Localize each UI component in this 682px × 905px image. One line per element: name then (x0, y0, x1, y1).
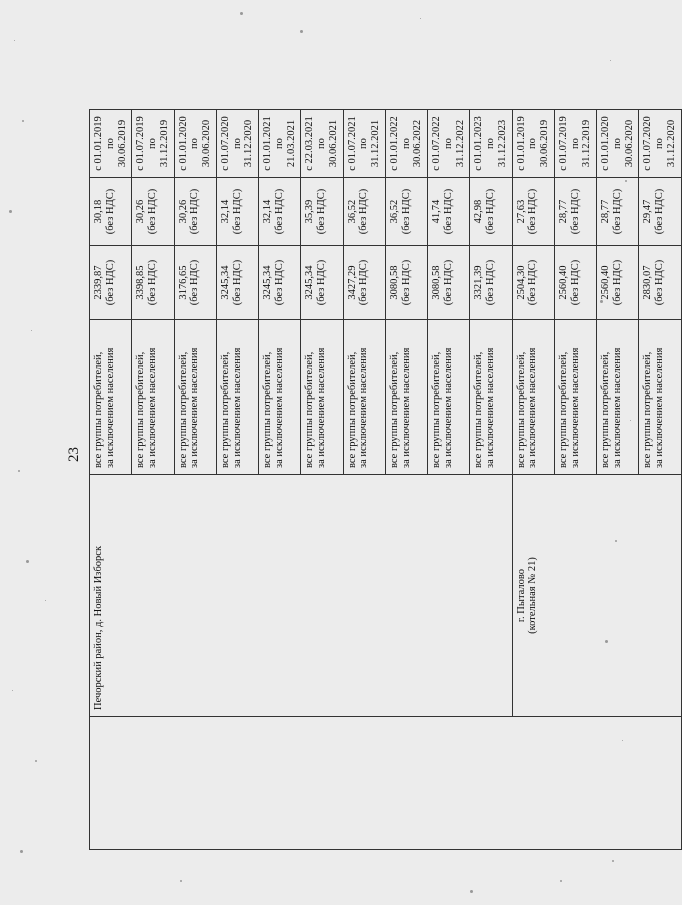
tariff-table-body (90, 110, 682, 850)
scan-speck (470, 890, 473, 893)
consumer-group-cell (174, 320, 216, 475)
cost-value: 28,77 (600, 199, 611, 224)
scan-speck (630, 420, 631, 421)
period-to: по 31.12.2020 (231, 119, 255, 168)
period-cell (132, 110, 174, 178)
consumer-group-line1: все группы потребителей, (557, 351, 569, 468)
period-cell (512, 110, 554, 178)
period-from: с 01.07.2020 (642, 116, 654, 171)
period-cell (428, 110, 470, 178)
consumer-group-cell (216, 320, 258, 475)
tariff-cell (259, 246, 301, 320)
scan-speck (14, 40, 15, 41)
cost-cell (385, 178, 427, 246)
cost-value: 30,18 (93, 199, 104, 224)
cost-cell (301, 178, 343, 246)
consumer-group-line2: за исключением населения (400, 347, 412, 468)
tariff-note: (без НДС) (611, 259, 623, 306)
scan-speck (622, 740, 623, 741)
period-from: с 01.07.2022 (431, 116, 442, 171)
tariff-value: 3176,65 (177, 265, 189, 300)
page-number (62, 442, 86, 466)
tariff-cell (554, 246, 596, 320)
consumer-group-line2: за исключением населения (442, 347, 454, 468)
period-cell (301, 110, 343, 178)
tariff-cell (512, 246, 554, 320)
consumer-group-line2: за исключением населения (189, 347, 201, 468)
cost-note: (без НДС) (654, 188, 665, 235)
period-from: с 01.01.2022 (388, 116, 400, 171)
tariff-cell (90, 246, 132, 320)
scan-speck (625, 180, 627, 182)
table-row (90, 110, 132, 850)
page-number-text: 23 (65, 446, 82, 462)
tariff-value: 3398,85 (135, 265, 147, 300)
consumer-group-line1: все группы потребителей, (473, 351, 485, 468)
cost-value: 42,98 (473, 199, 485, 224)
tariff-cell (174, 246, 216, 320)
period-cell (90, 110, 132, 178)
cost-note: (без НДС) (147, 188, 158, 235)
cost-note: (без НДС) (611, 188, 623, 235)
consumer-group-line2: за исключением населения (358, 347, 370, 468)
consumer-group-cell (301, 320, 343, 475)
consumer-group-cell (385, 320, 427, 475)
period-cell (174, 110, 216, 178)
consumer-group-cell (597, 320, 639, 475)
consumer-group-line1: все группы потребителей, (135, 351, 147, 468)
cost-note: (без НДС) (485, 188, 496, 235)
tariff-value: 3245,34 (219, 265, 231, 300)
period-from: с 01.01.2021 (262, 116, 273, 171)
cost-note: (без НДС) (400, 188, 412, 235)
period-from: с 01.01.2020 (177, 116, 189, 171)
consumer-group-cell (428, 320, 470, 475)
period-from: с 01.07.2019 (135, 116, 147, 171)
consumer-group-cell (512, 320, 554, 475)
consumer-group-line2: за исключением населения (273, 347, 285, 468)
cost-note: (без НДС) (316, 188, 327, 235)
consumer-group-line1: все группы потребителей, (431, 351, 442, 468)
period-to: по 30.06.2019 (104, 119, 128, 168)
city-note: (котельная № 21) (527, 557, 539, 634)
tariff-note: (без НДС) (104, 259, 116, 306)
tariff-note: (без НДС) (316, 259, 327, 306)
period-from: с 01.01.2019 (93, 116, 104, 171)
scan-speck (20, 850, 23, 853)
period-from: с 01.07.2021 (346, 116, 358, 171)
scan-speck (35, 760, 37, 762)
cost-cell (428, 178, 470, 246)
cost-cell (470, 178, 512, 246)
cost-note: (без НДС) (527, 188, 539, 235)
tariff-value: 3245,34 (304, 265, 316, 300)
period-cell (343, 110, 385, 178)
tariff-cell (428, 246, 470, 320)
scan-speck (45, 600, 46, 601)
consumer-group-cell (554, 320, 596, 475)
period-cell (259, 110, 301, 178)
period-cell (216, 110, 258, 178)
tariff-cell (470, 246, 512, 320)
period-cell (639, 110, 681, 178)
tariff-note: (без НДС) (527, 259, 539, 306)
tariff-value: 2560,40 (557, 265, 569, 300)
consumer-group-line1: все группы потребителей, (177, 351, 189, 468)
city-cell (512, 475, 681, 717)
cost-note: (без НДС) (569, 188, 581, 235)
period-to: по 31.12.2022 (442, 119, 466, 168)
consumer-group-line2: за исключением населения (569, 347, 581, 468)
consumer-group-line2: за исключением населения (104, 347, 116, 468)
period-to: по 31.12.2019 (569, 119, 593, 168)
consumer-group-line1: все группы потребителей, (642, 351, 654, 468)
cost-value: 35,39 (304, 199, 316, 224)
tariff-value: 3245,34 (262, 265, 273, 300)
tariff-value: 2830,07 (642, 265, 654, 300)
tariff-cell (132, 246, 174, 320)
scan-speck (605, 640, 608, 643)
consumer-group-cell (470, 320, 512, 475)
period-to: по 30.06.2021 (316, 119, 339, 168)
cost-value: 27,63 (515, 199, 527, 224)
cost-note: (без НДС) (358, 188, 370, 235)
city-name: г. Пыталово (515, 568, 527, 623)
cost-value: 41,74 (431, 199, 442, 224)
period-from: с 01.07.2020 (219, 116, 231, 171)
cost-value: 32,14 (262, 199, 273, 224)
consumer-group-line2: за исключением населения (527, 347, 539, 468)
tariff-cell (343, 246, 385, 320)
cost-value: 36,52 (346, 199, 358, 224)
cost-value: 29,47 (642, 199, 654, 224)
tariff-note: (без НДС) (442, 259, 454, 306)
tariff-note: (без НДС) (485, 259, 496, 306)
tariff-note: (без НДС) (273, 259, 285, 306)
scan-speck (612, 860, 614, 862)
consumer-group-line2: за исключением населения (654, 347, 665, 468)
scan-speck (420, 18, 421, 19)
consumer-group-line2: за исключением населения (147, 347, 158, 468)
scan-speck (560, 880, 562, 882)
tariff-cell (216, 246, 258, 320)
tariff-value: 2504,30 (515, 265, 527, 300)
consumer-group-line1: все группы потребителей, (262, 351, 273, 468)
tariff-cell (301, 246, 343, 320)
cost-value: 30,26 (177, 199, 189, 224)
consumer-group-line2: за исключением населения (485, 347, 496, 468)
cost-value: 32,14 (219, 199, 231, 224)
consumer-group-line1: все группы потребителей, (304, 351, 316, 468)
tariff-cell (639, 246, 681, 320)
cost-cell (259, 178, 301, 246)
cost-cell (174, 178, 216, 246)
consumer-group-line2: за исключением населения (231, 347, 243, 468)
cost-value: 30,26 (135, 199, 147, 224)
consumer-group-line1: все группы потребителей, (346, 351, 358, 468)
cost-value: 28,77 (557, 199, 569, 224)
cost-cell (90, 178, 132, 246)
period-cell (385, 110, 427, 178)
period-to: по 31.12.2021 (358, 119, 381, 168)
scan-speck (615, 540, 617, 542)
tariff-note: (без НДС) (189, 259, 201, 306)
tariff-note: (без НДС) (400, 259, 412, 306)
scan-speck (600, 300, 603, 303)
tariff-note: (без НДС) (569, 259, 581, 306)
consumer-group-cell (259, 320, 301, 475)
period-to: по 30.06.2020 (611, 119, 635, 168)
consumer-group-cell (90, 320, 132, 475)
cost-value: 36,52 (388, 199, 400, 224)
consumer-group-line2: за исключением населения (316, 347, 327, 468)
scan-speck (18, 470, 20, 472)
scan-speck (12, 690, 13, 691)
cost-cell (512, 178, 554, 246)
period-to: по 30.06.2019 (527, 119, 550, 168)
consumer-group-line1: все группы потребителей, (515, 351, 527, 468)
consumer-group-line1: все группы потребителей, (388, 351, 400, 468)
period-to: по 31.12.2019 (147, 119, 170, 168)
consumer-group-line1: все группы потребителей, (600, 351, 611, 468)
tariff-value: 2339,87 (93, 265, 104, 300)
cost-cell (639, 178, 681, 246)
period-to: по 31.12.2023 (485, 119, 508, 168)
scan-speck (180, 880, 182, 882)
cost-note: (без НДС) (189, 188, 201, 235)
period-cell (470, 110, 512, 178)
tariff-value: 3321,39 (473, 265, 485, 300)
cost-note: (без НДС) (442, 188, 454, 235)
cost-cell (343, 178, 385, 246)
tariff-value: 3080,58 (431, 265, 442, 300)
scan-speck (22, 120, 24, 122)
consumer-group-cell (132, 320, 174, 475)
scan-speck (31, 330, 32, 331)
period-to: по 31.12.2020 (654, 119, 677, 168)
tariff-table (89, 109, 682, 850)
district-cell: Печорский район, д. Новый Изборск (90, 475, 513, 717)
period-from: с 01.01.2023 (473, 116, 485, 171)
consumer-group-line1: все группы потребителей, (219, 351, 231, 468)
scan-speck (26, 560, 29, 563)
cost-cell (216, 178, 258, 246)
tariff-cell (597, 246, 639, 320)
period-cell (597, 110, 639, 178)
consumer-group-cell (343, 320, 385, 475)
cost-note: (без НДС) (104, 188, 116, 235)
period-to: по 30.06.2020 (189, 119, 212, 168)
period-to: по 30.06.2022 (400, 119, 424, 168)
tariff-cell (385, 246, 427, 320)
cost-cell (597, 178, 639, 246)
tariff-note: (без НДС) (231, 259, 243, 306)
period-from: с 22.03.2021 (304, 116, 316, 171)
consumer-group-cell (639, 320, 681, 475)
row-number-cell (90, 717, 682, 850)
scan-speck (9, 210, 12, 213)
tariff-table-wrapper (89, 110, 677, 850)
tariff-value: 3427,29 (346, 265, 358, 300)
period-from: с 01.01.2020 (600, 116, 611, 171)
tariff-note: (без НДС) (147, 259, 158, 306)
period-cell (554, 110, 596, 178)
consumer-group-line2: за исключением населения (611, 347, 623, 468)
scan-speck (610, 60, 611, 61)
cost-cell (554, 178, 596, 246)
cost-note: (без НДС) (273, 188, 285, 235)
period-from: с 01.07.2019 (557, 116, 569, 171)
period-from: с 01.01.2019 (515, 116, 527, 171)
tariff-value: 3080,58 (388, 265, 400, 300)
cost-cell (132, 178, 174, 246)
tariff-note: (без НДС) (358, 259, 370, 306)
consumer-group-line1: все группы потребителей, (93, 351, 104, 468)
scan-speck (240, 12, 243, 15)
tariff-note: (без НДС) (654, 259, 665, 306)
scan-speck (300, 30, 303, 33)
tariff-value: 2560,40 (600, 265, 611, 300)
cost-note: (без НДС) (231, 188, 243, 235)
period-to: по 21.03.2021 (273, 119, 297, 168)
